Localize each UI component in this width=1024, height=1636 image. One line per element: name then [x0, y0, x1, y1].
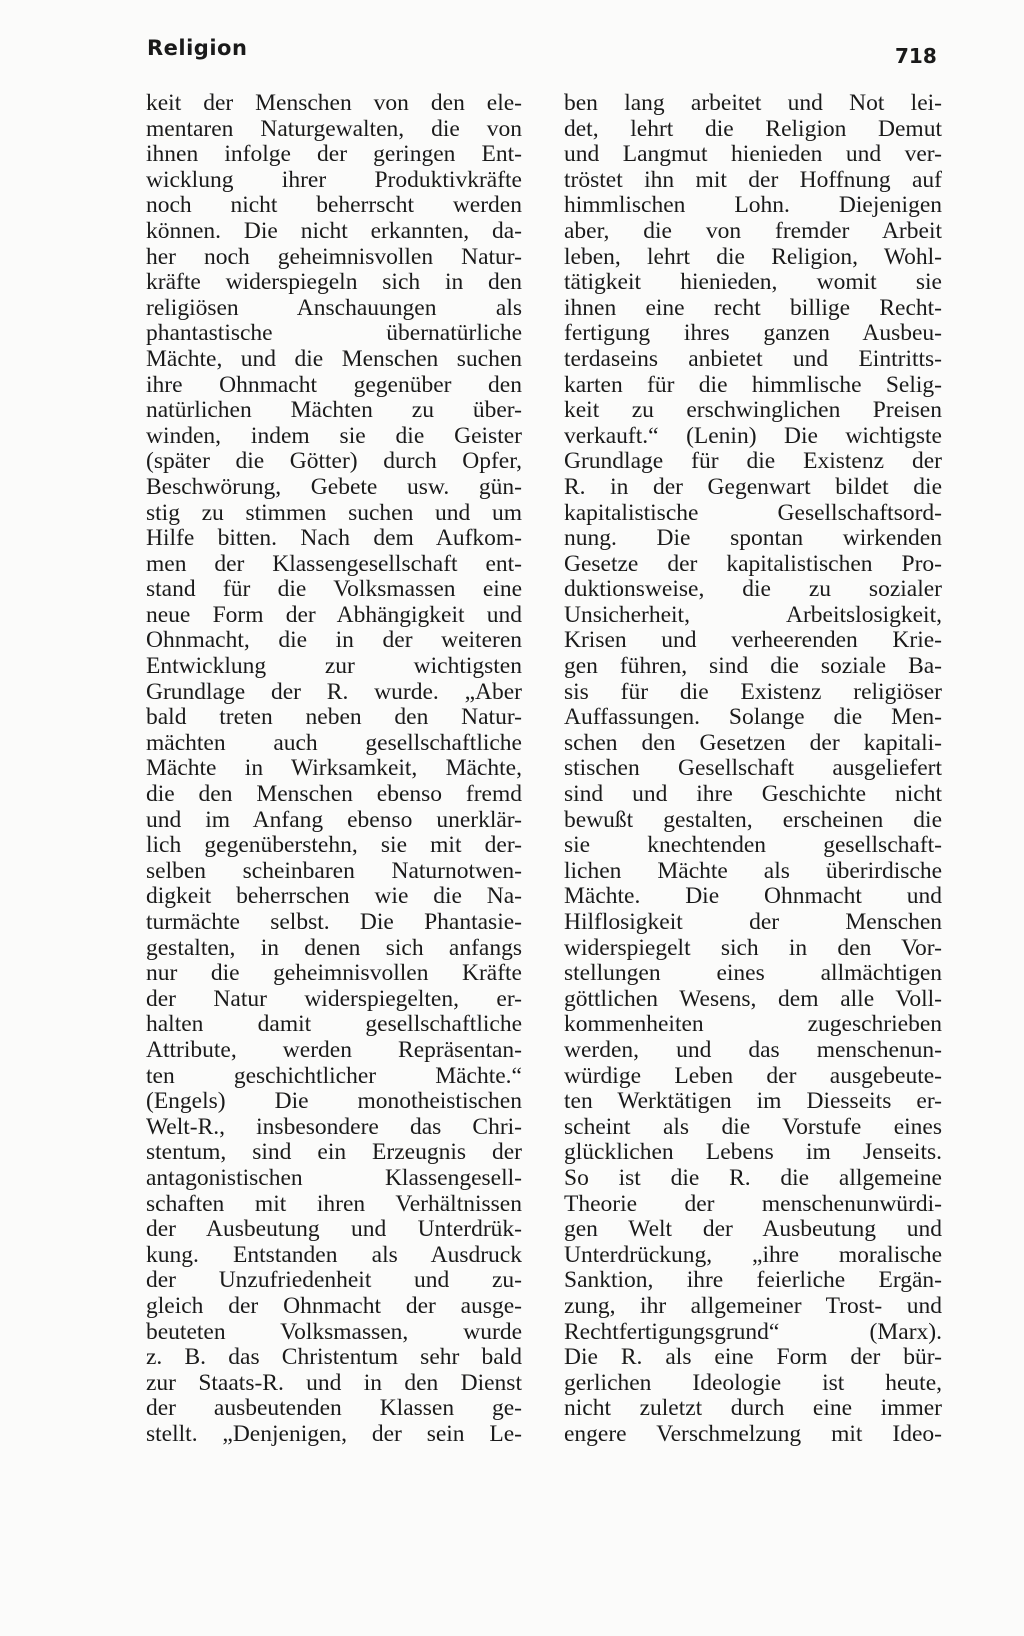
text-line: z. B. das Christentum sehr bald [146, 1344, 522, 1371]
text-line: noch nicht beherrscht werden [146, 192, 522, 219]
text-line: digkeit beherrschen wie die Na- [146, 883, 522, 910]
text-line: So ist die R. die allgemeine [564, 1164, 942, 1191]
text-line: mächten auch gesellschaftliche [146, 729, 522, 756]
text-line: leben, lehrt die Religion, Wohl- [564, 243, 942, 270]
text-line: tätigkeit hienieden, womit sie [564, 269, 942, 296]
text-line: zung, ihr allgemeiner Trost- und [564, 1292, 942, 1319]
text-line: turmächte selbst. Die Phantasie- [146, 909, 522, 935]
text-line: wicklung ihrer Produktivkräfte [146, 166, 522, 193]
text-line: und Langmut hienieden und ver- [564, 141, 942, 168]
text-line: würdige Leben der ausgebeute- [564, 1062, 942, 1089]
text-line: beuteten Volksmassen, wurde [146, 1318, 522, 1345]
text-line: bewußt gestalten, erscheinen die [564, 806, 942, 833]
text-line: zur Staats-R. und in den Dienst [146, 1369, 522, 1396]
text-line: gleich der Ohnmacht der ausge- [146, 1292, 522, 1319]
text-line: karten für die himmlische Selig- [564, 371, 942, 398]
text-line: Sanktion, ihre feierliche Ergän- [564, 1267, 942, 1294]
text-line: Auffassungen. Solange die Men- [564, 704, 942, 731]
text-line: gen führen, sind die soziale Ba- [564, 653, 942, 680]
text-line: nicht zuletzt durch eine immer [564, 1395, 942, 1422]
text-line: kung. Entstanden als Ausdruck [146, 1241, 522, 1268]
text-line: ihre Ohnmacht gegenüber den [146, 371, 522, 398]
text-line: der Unzufriedenheit und zu- [146, 1267, 522, 1294]
text-line: gen Welt der Ausbeutung und [564, 1216, 942, 1243]
text-line: det, lehrt die Religion Demut [564, 115, 942, 142]
text-line: der ausbeutenden Klassen ge- [146, 1395, 522, 1422]
text-line: der Natur widerspiegelten, er- [146, 985, 522, 1012]
text-line: kräfte widerspiegeln sich in den [146, 269, 522, 296]
page-number: 718 [895, 44, 937, 68]
text-line: Grundlage der R. wurde. „Aber [146, 678, 522, 705]
text-line: Hilflosigkeit der Menschen [564, 909, 942, 935]
text-line: engere Verschmelzung mit Ideo- [564, 1420, 942, 1447]
text-line: ihnen infolge der geringen Ent- [146, 141, 522, 168]
text-line: lich gegenüberstehn, sie mit der- [146, 832, 522, 859]
text-line: (Engels) Die monotheistischen [146, 1088, 522, 1115]
text-line: bald treten neben den Natur- [146, 704, 522, 731]
text-line: selben scheinbaren Naturnotwen- [146, 857, 522, 884]
text-line: Attribute, werden Repräsentan- [146, 1036, 522, 1063]
text-line: Theorie der menschenunwürdi- [564, 1190, 942, 1217]
text-line: stig zu stimmen suchen und um [146, 499, 522, 526]
text-line: der Ausbeutung und Unterdrük- [146, 1216, 522, 1243]
text-line: sie knechtenden gesellschaft- [564, 832, 942, 859]
text-line: verkauft.“ (Lenin) Die wichtigste [564, 422, 942, 449]
text-line: Krisen und verheerenden Krie- [564, 627, 942, 654]
text-line: Ohnmacht, die in der weiteren [146, 627, 522, 654]
text-line: ten geschichtlicher Mächte.“ [146, 1062, 522, 1089]
text-line: aber, die von fremder Arbeit [564, 217, 942, 244]
text-line: Die R. als eine Form der bür- [564, 1344, 942, 1371]
text-line: neue Form der Abhängigkeit und [146, 601, 522, 628]
text-line: Mächte. Die Ohnmacht und [564, 883, 942, 910]
text-line: Gesetze der kapitalistischen Pro- [564, 550, 942, 577]
text-line: lichen Mächte als überirdische [564, 857, 942, 884]
text-line: terdaseins anbietet und Eintritts- [564, 345, 942, 372]
text-column-left [146, 91, 522, 1447]
text-line: her noch geheimnisvollen Natur- [146, 243, 522, 270]
text-line: men der Klassengesellschaft ent- [146, 550, 522, 577]
text-line: nung. Die spontan wirkenden [564, 525, 942, 552]
text-line: schaften mit ihren Verhältnissen [146, 1190, 522, 1217]
text-line: widerspiegelt sich in den Vor- [564, 934, 942, 961]
text-line: Mächte in Wirksamkeit, Mächte, [146, 755, 522, 782]
text-line: Mächte, und die Menschen suchen [146, 345, 522, 372]
text-column-right [564, 91, 942, 1447]
running-head: Religion [147, 36, 248, 60]
text-line: mentaren Naturgewalten, die von [146, 115, 522, 142]
text-line: werden, und das menschenun- [564, 1036, 942, 1063]
text-line: himmlischen Lohn. Diejenigen [564, 192, 942, 219]
text-line: fertigung ihres ganzen Ausbeu- [564, 320, 942, 347]
text-line: schen den Gesetzen der kapitali- [564, 729, 942, 756]
text-line: Unsicherheit, Arbeitslosigkeit, [564, 601, 942, 628]
text-line: und im Anfang ebenso unerklär- [146, 806, 522, 833]
text-line: ben lang arbeitet und Not lei- [564, 90, 942, 116]
text-line: können. Die nicht erkannten, da- [146, 217, 522, 244]
text-line: stellungen eines allmächtigen [564, 960, 942, 987]
text-line: scheint als die Vorstufe eines [564, 1113, 942, 1140]
text-line: stand für die Volksmassen eine [146, 576, 522, 603]
text-line: tröstet ihn mit der Hoffnung auf [564, 166, 942, 193]
text-line: antagonistischen Klassengesell- [146, 1164, 522, 1191]
text-line: göttlichen Wesens, dem alle Voll- [564, 985, 942, 1012]
text-line: duktionsweise, die zu sozialer [564, 576, 942, 603]
text-line: Grundlage für die Existenz der [564, 448, 942, 475]
text-line: nur die geheimnisvollen Kräfte [146, 960, 522, 987]
text-line: religiösen Anschauungen als [146, 294, 522, 321]
text-line: kommenheiten zugeschrieben [564, 1011, 942, 1038]
text-line: gestalten, in denen sich anfangs [146, 934, 522, 961]
text-line: Welt-R., insbesondere das Chri- [146, 1113, 522, 1140]
text-line: halten damit gesellschaftliche [146, 1011, 522, 1038]
text-line: sind und ihre Geschichte nicht [564, 781, 942, 808]
text-line: stellt. „Denjenigen, der sein Le- [146, 1420, 522, 1447]
text-line: phantastische übernatürliche [146, 320, 522, 347]
text-line: die den Menschen ebenso fremd [146, 781, 522, 808]
text-line: Hilfe bitten. Nach dem Aufkom- [146, 525, 522, 552]
text-line: glücklichen Lebens im Jenseits. [564, 1139, 942, 1166]
text-line: kapitalistische Gesellschaftsord- [564, 499, 942, 526]
text-line: winden, indem sie die Geister [146, 422, 522, 449]
text-line: (später die Götter) durch Opfer, [146, 448, 522, 475]
text-line: Entwicklung zur wichtigsten [146, 653, 522, 680]
text-line: Beschwörung, Gebete usw. gün- [146, 473, 522, 500]
text-line: R. in der Gegenwart bildet die [564, 473, 942, 500]
text-line: sis für die Existenz religiöser [564, 678, 942, 705]
text-line: ten Werktätigen im Diesseits er- [564, 1088, 942, 1115]
text-line: Unterdrückung, „ihre moralische [564, 1241, 942, 1268]
text-line: gerlichen Ideologie ist heute, [564, 1369, 942, 1396]
text-line: Rechtfertigungsgrund“ (Marx). [564, 1318, 942, 1345]
text-line: stentum, sind ein Erzeugnis der [146, 1139, 522, 1166]
text-line: keit zu erschwinglichen Preisen [564, 397, 942, 424]
text-line: keit der Menschen von den ele- [146, 90, 522, 116]
text-line: stischen Gesellschaft ausgeliefert [564, 755, 942, 782]
text-line: natürlichen Mächten zu über- [146, 397, 522, 424]
text-line: ihnen eine recht billige Recht- [564, 294, 942, 321]
